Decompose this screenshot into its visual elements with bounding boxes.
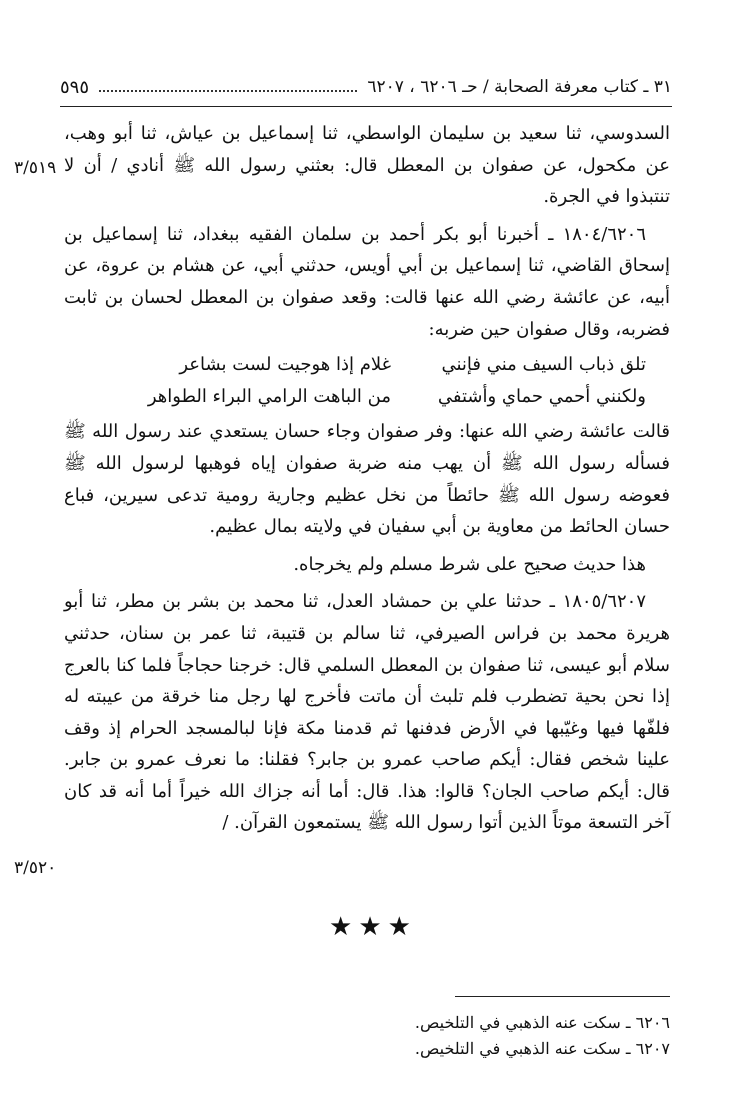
header-leader-dots <box>99 82 357 92</box>
poem-verse-1-first-hemistich: تلق ذباب السيف مني فإنني <box>441 354 646 376</box>
poem-verse-2-second-hemistich: من الباهت الرامي البراء الطواهر <box>147 385 391 407</box>
paragraph-1: السدوسي، ثنا سعيد بن سليمان الواسطي، ثنا إسماعيل بن عياش، ثنا أبو وهب، عن مكحول، عن صفوان بن المعطل قال: بعثني رسول الله ﷺ أنادي / أن لا تنتبذوا في الجرة. <box>64 123 670 208</box>
footnotes <box>300 1010 670 1062</box>
paragraph-aisha-said: قالت عائشة رضي الله عنها: وفر صفوان وجاء حسان يستعدي عند رسول الله ﷺ فسأله رسول الله ﷺ أن يهب منه ضربة صفوان إياه فوهبها لرسول الله ﷺ فعوضه رسول الله ﷺ حائطاً من نخل عظيم وجارية رومية تدعى سيرين، فباع حسان الحائط من معاوية بن أبي سفيان في ولايته بمال عظيم. <box>64 421 670 538</box>
paragraph-hadith-6207: ١٨٠٥/٦٢٠٧ ـ حدثنا علي بن حمشاد العدل، ثنا محمد بن بشر بن مطر، ثنا أبو هريرة محمد بن فراس الصيرفي، ثنا سالم بن قتيبة، ثنا عمر بن سنان، حدثني سلام أبو عيسى، ثنا صفوان بن المعطل السلمي قال: خرجنا حجاجاً فلما كنا بالعرج إذا نحن بحية تضطرب فلم تلبث أن ماتت فأخرج لها رجل منا خرقة من عيبته له فلفّها فيها وغيّبها في الأرض فدفنها ثم قدمنا مكة فإنا لبالمسجد الحرام إذ وقف علينا شخص فقال: أيكم صاحب عمرو بن جابر؟ فقلنا: ما نعرف عمرو بن جابر. قال: أيكم صاحب الجان؟ قالوا: هذا. قال: أما أنه جزاك الله خيراً أما أنه قد كان آخر التسعة موتاً الذين أتوا رسول الله ﷺ يستمعون القرآن. / <box>64 591 670 834</box>
footnote-rule <box>455 996 670 997</box>
poem-verse-2 <box>64 381 646 413</box>
paragraph-hadith-6206: ١٨٠٤/٦٢٠٦ ـ أخبرنا أبو بكر أحمد بن سلمان الفقيه ببغداد، ثنا إسماعيل بن إسحاق القاضي، ثنا إسماعيل بن أبي أويس، حدثني أبي، عن هشام بن عروة، عن أبيه، عن عائشة رضي الله عنها قالت: وقعد صفوان بن المعطل لحسان بن ثابت فضربه، وقال صفوان حين ضربه: <box>64 223 670 340</box>
margin-reference-2: ٣/٥٢٠ <box>14 858 57 878</box>
page-header <box>60 72 672 107</box>
section-separator-stars: ★★★ <box>329 912 417 942</box>
poem-verse-1-second-hemistich: غلام إذا هوجيت لست بشاعر <box>179 354 391 376</box>
running-title: ٣١ ـ كتاب معرفة الصحابة / حـ ٦٢٠٦ ، ٦٢٠٧ <box>367 77 672 97</box>
poem-verse-2-first-hemistich: ولكنني أحمي حماي وأشتفي <box>437 385 646 407</box>
page-number: ٥٩٥ <box>60 76 90 98</box>
footnote-6207: ٦٢٠٧ ـ سكت عنه الذهبي في التلخيص. <box>414 1039 670 1058</box>
footnote-6206: ٦٢٠٦ ـ سكت عنه الذهبي في التلخيص. <box>414 1013 670 1032</box>
main-text <box>64 118 670 839</box>
paragraph-grading: هذا حديث صحيح على شرط مسلم ولم يخرجاه. <box>293 553 646 575</box>
poem-verse-1 <box>64 349 646 381</box>
margin-reference-1: ٣/٥١٩ <box>14 158 57 178</box>
poem <box>64 349 670 412</box>
